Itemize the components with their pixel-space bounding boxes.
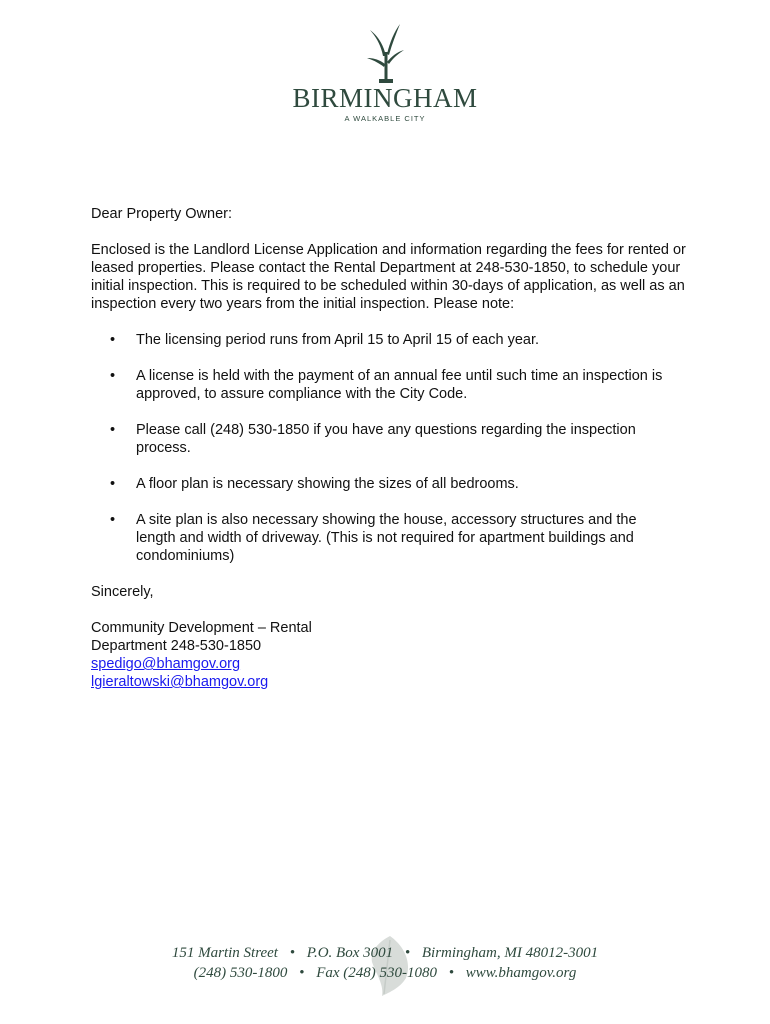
separator-dot: • xyxy=(404,945,411,961)
letterhead xyxy=(0,22,770,123)
footer-city: Birmingham, MI 48012-3001 xyxy=(421,945,599,961)
bullet-icon: • xyxy=(110,476,116,492)
signature-department: Community Development – Rental xyxy=(91,620,312,636)
list-item xyxy=(91,367,676,403)
city-name: BIRMINGHAM xyxy=(292,83,478,113)
bullet-icon: • xyxy=(110,332,116,348)
requirements-list xyxy=(91,331,691,565)
salutation: Dear Property Owner: xyxy=(91,206,233,222)
footer-website: www.bhamgov.org xyxy=(465,965,577,981)
list-item-text: A license is held with the payment of an annual fee until such time an inspection is approved, to assure compliance with the City Code. xyxy=(136,368,663,402)
separator-dot: • xyxy=(448,965,455,981)
bullet-icon: • xyxy=(110,368,116,384)
footer-address xyxy=(0,932,770,998)
closing: Sincerely, xyxy=(91,584,154,600)
letter-body xyxy=(91,205,691,691)
list-item-text: A site plan is also necessary showing the house, accessory structures and the length and width of driveway. (This is not required for apartment buildings and condominiums) xyxy=(136,512,637,564)
footer-street: 151 Martin Street xyxy=(171,945,278,961)
city-tagline: A WALKABLE CITY xyxy=(344,114,426,123)
email-link-spedigo[interactable]: spedigo@bhamgov.org xyxy=(91,656,241,672)
signature-block xyxy=(91,619,691,691)
list-item xyxy=(91,421,676,457)
separator-dot: • xyxy=(299,965,305,981)
bullet-icon: • xyxy=(110,422,116,438)
footer-contact-line xyxy=(0,965,770,982)
separator-dot: • xyxy=(289,945,295,961)
list-item-text: Please call (248) 530-1850 if you have any questions regarding the inspection process. xyxy=(136,422,636,456)
list-item xyxy=(91,331,676,349)
footer-fax: Fax (248) 530-1080 xyxy=(316,965,437,981)
list-item-text: The licensing period runs from April 15 to April 15 of each year. xyxy=(136,332,539,348)
signature-phone: Department 248-530-1850 xyxy=(91,638,262,654)
bullet-icon: • xyxy=(110,512,116,528)
birmingham-logo-icon xyxy=(350,22,420,84)
footer-po-box: P.O. Box 3001 xyxy=(306,945,394,961)
list-item xyxy=(91,475,676,493)
footer-phone: (248) 530-1800 xyxy=(193,965,288,981)
footer-address-line xyxy=(0,945,770,962)
email-link-lgieraltowski[interactable]: lgieraltowski@bhamgov.org xyxy=(91,674,269,690)
intro-paragraph: Enclosed is the Landlord License Application and information regarding the fees for rented or leased properties. Please contact the Rental Department at 248-530-1850, to schedule your initial inspection. This is required to be scheduled within 30-days of application, as well as an inspection every two years from the initial inspection. Please note: xyxy=(91,242,686,312)
list-item-text: A floor plan is necessary showing the sizes of all bedrooms. xyxy=(136,476,519,492)
list-item xyxy=(91,511,676,565)
